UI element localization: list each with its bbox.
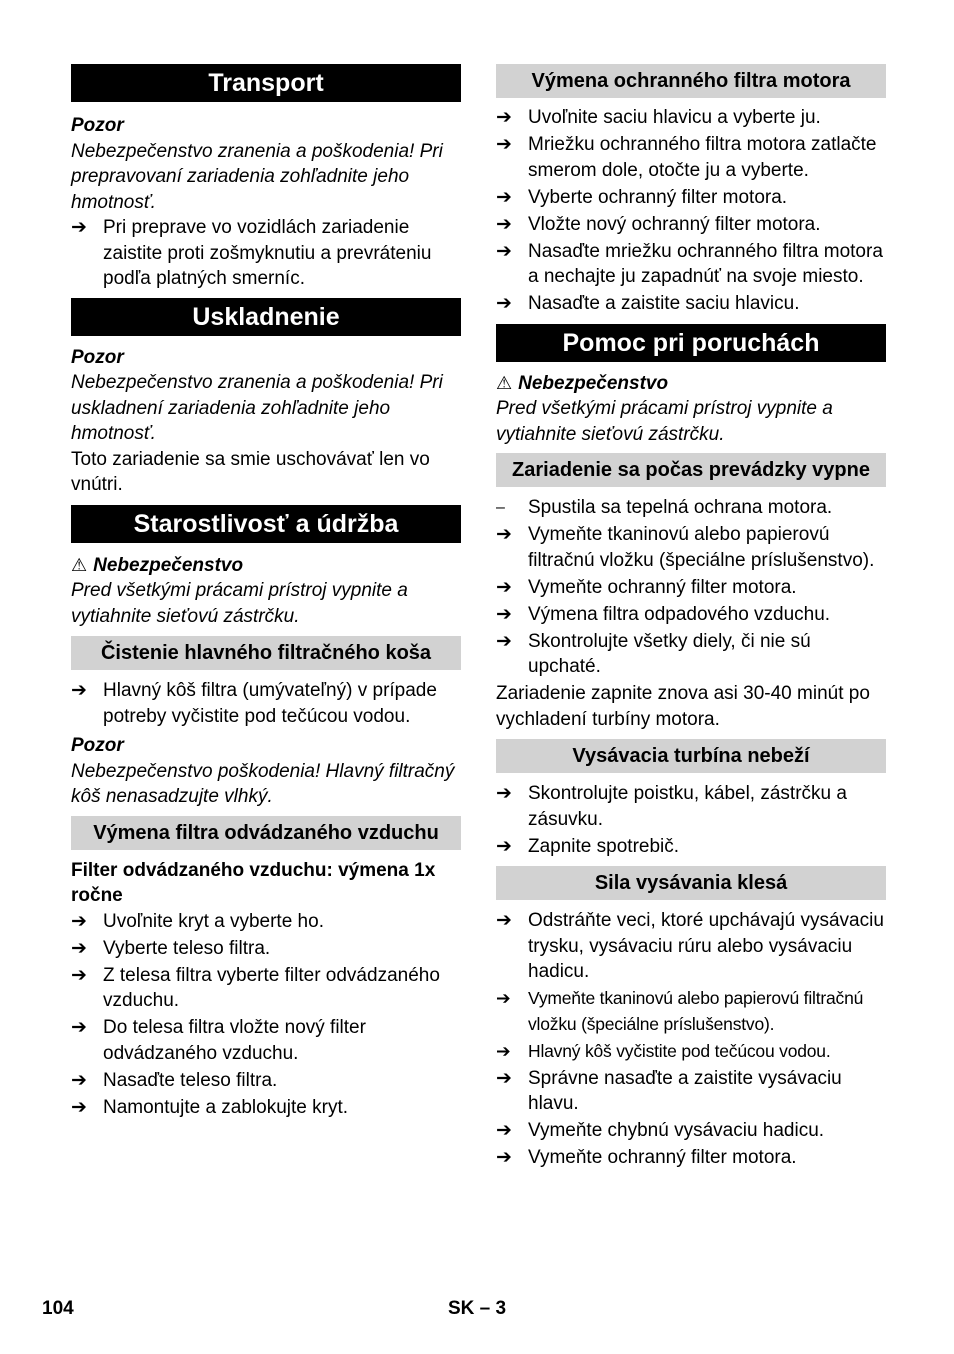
restart-text: Zariadenie zapnite znova asi 30-40 minút po vychladení turbíny motora. — [496, 683, 870, 730]
arrow-icon: ➔ — [496, 910, 512, 931]
right-column — [496, 64, 886, 1172]
arrow-icon: ➔ — [496, 186, 512, 208]
arrow-icon: ➔ — [71, 217, 87, 238]
turbine-steps — [496, 781, 886, 859]
arrow-icon: ➔ — [496, 603, 512, 625]
heading-basket: Čistenie hlavného filtračného koša — [71, 636, 461, 670]
arrow-icon: ➔ — [496, 988, 511, 1008]
arrow-icon: ➔ — [496, 134, 512, 155]
caution-label: Pozor — [71, 346, 124, 368]
heading-troubleshooting: Pomoc pri poruchách — [496, 324, 886, 362]
arrow-icon: ➔ — [71, 937, 87, 959]
arrow-icon: ➔ — [496, 1040, 511, 1061]
list-item: ➔ Pri preprave vo vozidlách zariadenie zaistite proti zošmyknutiu a prevráteniu podľa platných smerníc. — [71, 217, 432, 289]
danger-label: ⚠ Nebezpečenstvo — [71, 553, 461, 579]
caution-text: Nebezpečenstvo poškodenia! Hlavný filtračný kôš nenasadzujte vlhký. — [71, 760, 455, 807]
arrow-icon: ➔ — [496, 240, 512, 262]
list-item: ➔ Do telesa filtra vložte nový filter odvádzaného vzduchu. — [71, 1017, 366, 1064]
caution-label: Pozor — [71, 735, 124, 756]
heading-suction: Sila vysávania klesá — [496, 866, 886, 900]
list-item: – Spustila sa tepelná ochrana motora. — [496, 495, 886, 521]
list-item: ➔ Správne nasaďte a zaistite vysávaciu hlavu. — [496, 1067, 842, 1114]
warning-triangle-icon: ⚠ — [496, 372, 513, 393]
transport-steps — [71, 215, 461, 292]
list-item: ➔ Vyberte teleso filtra. — [71, 936, 461, 962]
heading-care: Starostlivosť a údržba — [71, 505, 461, 543]
list-item: ➔ Vymeňte ochranný filter motora. — [496, 575, 886, 601]
arrow-icon: ➔ — [496, 576, 512, 598]
arrow-icon: ➔ — [71, 1069, 87, 1091]
danger-label: ⚠ Nebezpečenstvo — [496, 371, 886, 397]
list-item: ➔ Skontrolujte všetky diely, či nie sú upchaté. — [496, 630, 811, 677]
motor-filter-steps — [496, 105, 886, 317]
arrow-icon: ➔ — [496, 213, 512, 235]
danger-text: Pred všetkými prácami prístroj vypnite a vytiahnite sieťovú zástrčku. — [71, 580, 408, 627]
list-item: ➔ Vložte nový ochranný filter motora. — [496, 212, 886, 238]
caution-text: Nebezpečenstvo zranenia a poškodenia! Pri uskladnení zariadenia zohľadnite jeho hmotnosť. — [71, 372, 443, 444]
warning-triangle-icon: ⚠ — [71, 554, 88, 575]
list-item: ➔ Nasaďte a zaistite saciu hlavicu. — [496, 291, 886, 317]
arrow-icon: ➔ — [496, 107, 512, 128]
language-page-label: SK – 3 — [448, 1298, 507, 1319]
arrow-icon: ➔ — [71, 910, 87, 932]
list-item: ➔ Vyberte ochranný filter motora. — [496, 185, 886, 211]
list-item: ➔ Hlavný kôš vyčistite pod tečúcou vodou. — [496, 1039, 886, 1065]
exhaust-note: Filter odvádzaného vzduchu: výmena 1x ročne — [71, 859, 436, 906]
heading-transport: Transport — [71, 64, 461, 102]
list-item: ➔ Odstráňte veci, ktoré upchávajú vysávaciu trysku, vysávaciu rúru alebo vysávaciu hadicu. — [496, 910, 884, 982]
heading-exhaust: Výmena filtra odvádzaného vzduchu — [71, 816, 461, 850]
left-column — [71, 64, 461, 1122]
arrow-icon: ➔ — [71, 964, 87, 986]
arrow-icon: ➔ — [496, 630, 512, 652]
page-number: 104 — [42, 1298, 74, 1319]
caution-label: Pozor — [71, 115, 124, 136]
basket-steps — [71, 678, 461, 729]
list-item: ➔ Vymeňte tkaninovú alebo papierovú filtračnú vložku (špeciálne príslušenstvo). — [496, 988, 864, 1034]
list-item: ➔ Uvoľnite kryt a vyberte ho. — [71, 909, 461, 935]
arrow-icon: ➔ — [496, 524, 512, 545]
arrow-icon: ➔ — [71, 680, 87, 701]
list-item: ➔ Nasaďte mriežku ochranného filtra motora a nechajte ju zapadnúť na svoje miesto. — [496, 240, 883, 287]
storage-text: Toto zariadenie sa smie uschovávať len vo vnútri. — [71, 448, 430, 495]
dash-icon: – — [496, 499, 505, 516]
arrow-icon: ➔ — [496, 1147, 512, 1168]
arrow-icon: ➔ — [496, 783, 512, 804]
heading-motor-filter: Výmena ochranného filtra motora — [496, 64, 886, 98]
list-item: ➔ Z telesa filtra vyberte filter odvádzaného vzduchu. — [71, 964, 440, 1011]
heading-switches-off: Zariadenie sa počas prevádzky vypne — [496, 453, 886, 487]
list-item: ➔ Skontrolujte poistku, kábel, zástrčku a zásuvku. — [496, 783, 847, 830]
arrow-icon: ➔ — [496, 1120, 512, 1141]
arrow-icon: ➔ — [71, 1096, 87, 1118]
list-item: ➔ Namontujte a zablokujte kryt. — [71, 1095, 461, 1121]
list-item: ➔ Výmena filtra odpadového vzduchu. — [496, 602, 886, 628]
list-item: ➔ Vymeňte chybnú vysávaciu hadicu. — [496, 1118, 886, 1144]
list-item: ➔ Uvoľnite saciu hlavicu a vyberte ju. — [496, 105, 886, 131]
heading-turbine: Vysávacia turbína nebeží — [496, 739, 886, 773]
heading-storage: Uskladnenie — [71, 298, 461, 336]
list-item: ➔ Vymeňte tkaninovú alebo papierovú filtračnú vložku (špeciálne príslušenstvo). — [496, 524, 875, 571]
danger-text: Pred všetkými prácami prístroj vypnite a vytiahnite sieťovú zástrčku. — [496, 398, 833, 445]
list-item: ➔ Hlavný kôš filtra (umývateľný) v prípade potreby vyčistite pod tečúcou vodou. — [71, 680, 437, 727]
list-item: ➔ Zapnite spotrebič. — [496, 834, 886, 860]
caution-text: Nebezpečenstvo zranenia a poškodenia! Pri prepravovaní zariadenia zohľadnite jeho hmotnosť. — [71, 140, 443, 213]
list-item: ➔ Mriežku ochranného filtra motora zatlačte smerom dole, otočte ju a vyberte. — [496, 134, 877, 181]
switches-off-steps — [496, 495, 886, 680]
arrow-icon: ➔ — [496, 1067, 512, 1089]
arrow-icon: ➔ — [496, 835, 512, 857]
exhaust-steps — [71, 909, 461, 1121]
list-item: ➔ Vymeňte ochranný filter motora. — [496, 1145, 886, 1171]
list-item: ➔ Nasaďte teleso filtra. — [71, 1068, 461, 1094]
suction-steps — [496, 908, 886, 1171]
arrow-icon: ➔ — [496, 293, 512, 314]
arrow-icon: ➔ — [71, 1017, 87, 1038]
